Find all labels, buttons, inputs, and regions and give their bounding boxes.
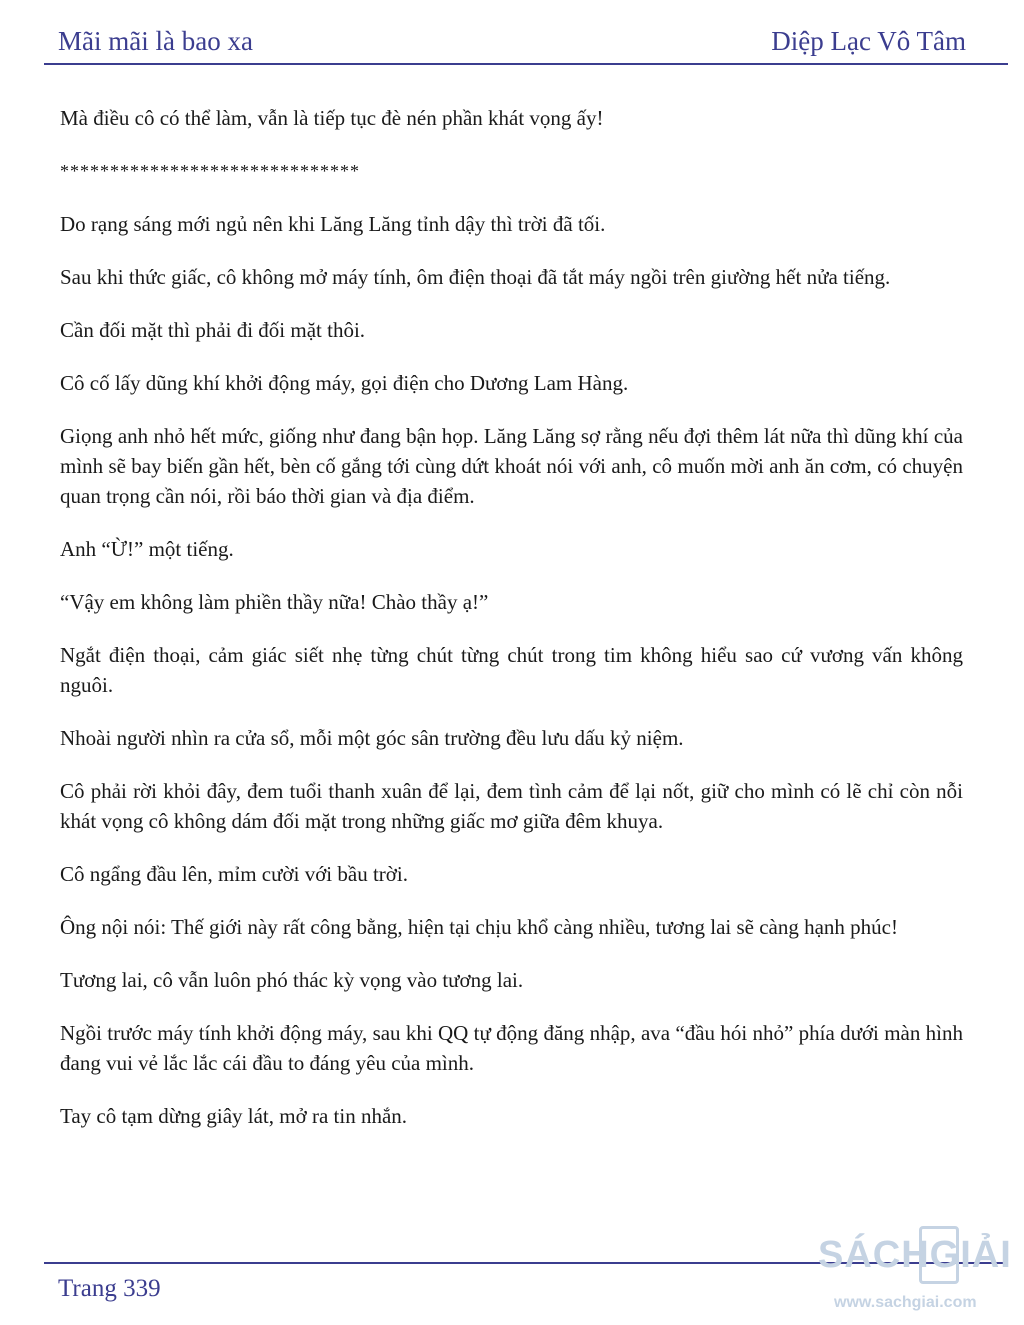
header-divider <box>44 63 1008 65</box>
paragraph: Nhoài người nhìn ra cửa sổ, mỗi một góc sân trường đều lưu dấu kỷ niệm. <box>60 726 684 750</box>
paragraph: “Vậy em không làm phiền thầy nữa! Chào thầy ạ!” <box>60 590 489 614</box>
paragraph: Ngắt điện thoại, cảm giác siết nhẹ từng chút từng chút trong tim không hiểu sao cứ vương vấn không nguôi. <box>60 643 963 697</box>
paragraph: Anh “Ừ!” một tiếng. <box>60 537 234 561</box>
watermark-url: www.sachgiai.com <box>834 1294 977 1311</box>
paragraph: Sau khi thức giấc, cô không mở máy tính, ôm điện thoại đã tắt máy ngồi trên giường hết nửa tiếng. <box>60 265 891 289</box>
paragraph: Ngồi trước máy tính khởi động máy, sau khi QQ tự động đăng nhập, ava “đầu hói nhỏ” phía dưới màn hình đang vui vẻ lắc lắc cái đầu to đáng yêu của mình. <box>60 1021 963 1075</box>
paragraph: Cô ngẩng đầu lên, mỉm cười với bầu trời. <box>60 862 408 886</box>
paragraph: Giọng anh nhỏ hết mức, giống như đang bận họp. Lăng Lăng sợ rằng nếu đợi thêm lát nữa thì dũng khí của mình sẽ bay biến gần hết, bèn cố gắng tới cùng dứt khoát nói với anh, cô muốn mời anh ăn cơm, có chuyện quan trọng cần nói, rồi báo thời gian và địa điểm. <box>60 424 963 508</box>
scene-separator: ****************************** <box>60 161 360 181</box>
page-body <box>60 103 963 1154</box>
paragraph: Tay cô tạm dừng giây lát, mở ra tin nhắn. <box>60 1104 408 1128</box>
paragraph: Cô phải rời khỏi đây, đem tuổi thanh xuân để lại, đem tình cảm để lại nốt, giữ cho mình có lẽ chỉ còn nỗi khát vọng cô không dám đối mặt trong những giấc mơ giữa đêm khuya. <box>60 779 963 833</box>
watermark-logo <box>818 1226 1024 1321</box>
watermark-brand: SÁCHGIẢI <box>818 1234 1012 1276</box>
paragraph: Mà điều cô có thể làm, vẫn là tiếp tục đè nén phần khát vọng ấy! <box>60 106 604 130</box>
paragraph: Tương lai, cô vẫn luôn phó thác kỳ vọng vào tương lai. <box>60 968 524 992</box>
paragraph: Ông nội nói: Thế giới này rất công bằng, hiện tại chịu khổ càng nhiều, tương lai sẽ càng hạnh phúc! <box>60 915 899 939</box>
page-number: Trang 339 <box>58 1275 161 1302</box>
book-author: Diệp Lạc Vô Tâm <box>771 26 966 56</box>
paragraph: Cô cố lấy dũng khí khởi động máy, gọi điện cho Dương Lam Hàng. <box>60 371 629 395</box>
paragraph: Do rạng sáng mới ngủ nên khi Lăng Lăng tỉnh dậy thì trời đã tối. <box>60 212 606 236</box>
paragraph: Cần đối mặt thì phải đi đối mặt thôi. <box>60 318 366 342</box>
book-title: Mãi mãi là bao xa <box>58 26 253 56</box>
